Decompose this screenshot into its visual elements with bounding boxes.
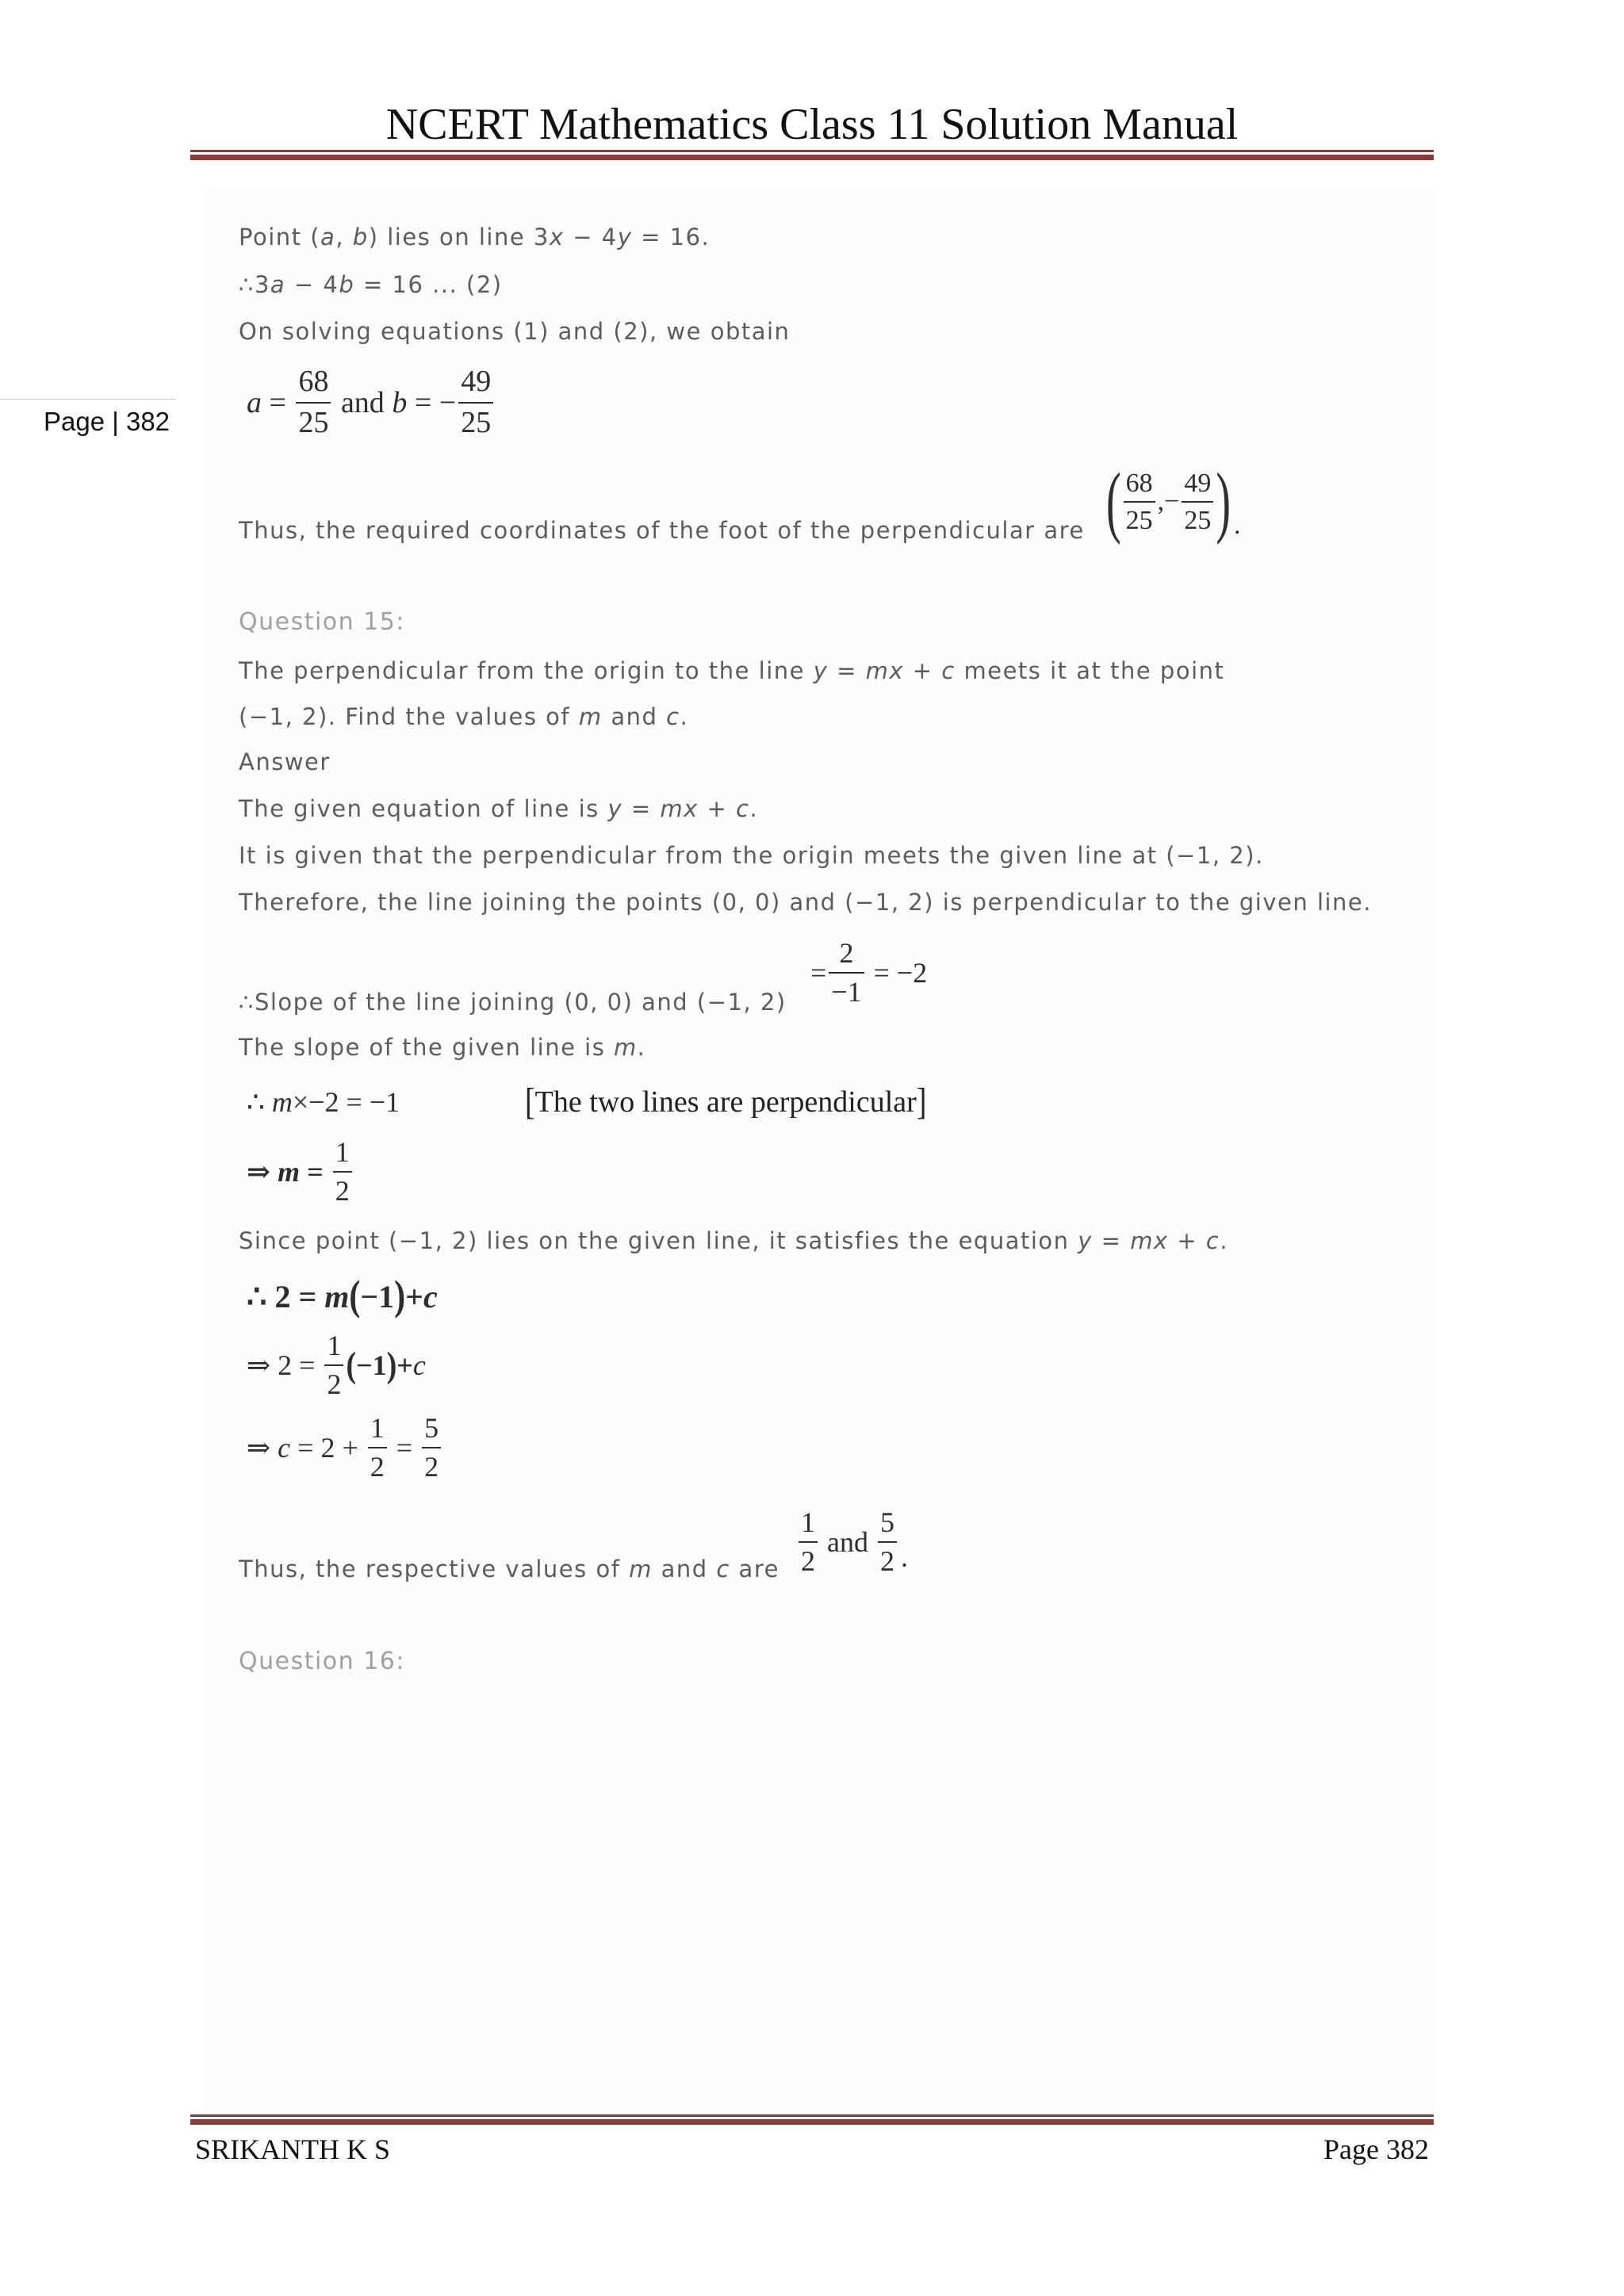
math-expression: ×−2 = −1 bbox=[292, 1086, 400, 1118]
header-rule bbox=[190, 150, 1434, 160]
page-title: NCERT Mathematics Class 11 Solution Manual bbox=[385, 100, 1239, 149]
implies-symbol: ⇒ bbox=[247, 1156, 278, 1188]
text-segment: = bbox=[622, 795, 661, 822]
math-text: and bbox=[820, 1526, 875, 1558]
fraction-denominator: 25 bbox=[298, 406, 329, 439]
left-parenthesis: ( bbox=[346, 1345, 357, 1386]
fraction bbox=[1182, 468, 1213, 536]
fraction bbox=[458, 365, 493, 440]
math-period: . bbox=[900, 1541, 908, 1573]
math-variable: y bbox=[1078, 1227, 1093, 1254]
fraction bbox=[829, 937, 864, 1009]
footer-rule bbox=[190, 2114, 1434, 2125]
equation-a-b-values bbox=[247, 359, 496, 446]
equation-c-value bbox=[247, 1408, 443, 1487]
math-operator: = bbox=[810, 957, 827, 989]
answer-text-line bbox=[239, 1227, 1228, 1254]
answer-label: Answer bbox=[239, 748, 331, 775]
math-variable: b bbox=[339, 271, 355, 298]
fraction-numerator: 49 bbox=[1182, 468, 1213, 503]
text-segment: . bbox=[1220, 1227, 1229, 1254]
answer-text-line: Therefore, the line joining the points (0, 0) and (−1, 2) is perpendicular to the given line. bbox=[239, 889, 1372, 916]
text-segment: + bbox=[698, 795, 737, 822]
fraction bbox=[324, 1330, 343, 1402]
text-segment: = 16. bbox=[632, 224, 710, 251]
perpendicular-note bbox=[525, 1080, 926, 1124]
text-segment: − 4 bbox=[285, 271, 339, 298]
left-bracket: [ bbox=[525, 1081, 535, 1123]
text-line: On solving equations (1) and (2), we obtain bbox=[239, 318, 791, 345]
fraction-numerator: 68 bbox=[296, 365, 331, 404]
math-variable: y bbox=[617, 224, 633, 251]
fraction-denominator: 2 bbox=[370, 1451, 385, 1483]
text-segment: meets it at the point bbox=[955, 657, 1225, 684]
equation-perpendicular-condition bbox=[247, 1080, 400, 1124]
math-variable: c bbox=[412, 1349, 426, 1381]
math-variable: c bbox=[1205, 1227, 1220, 1254]
math-variable: a bbox=[270, 271, 286, 298]
answer-text-line bbox=[239, 1034, 646, 1061]
fraction bbox=[799, 1506, 818, 1578]
text-segment: ) lies on line 3 bbox=[368, 224, 550, 251]
text-segment: . bbox=[637, 1034, 646, 1061]
math-variable: m bbox=[324, 1278, 350, 1314]
math-operator: − bbox=[1164, 487, 1180, 516]
answer-text-line: It is given that the perpendicular from the origin meets the given line at (−1, 2). bbox=[239, 842, 1264, 869]
answer-text-line bbox=[239, 1556, 779, 1582]
text-segment: = bbox=[828, 657, 866, 684]
fraction-numerator: 2 bbox=[829, 937, 864, 974]
question-label: Question 15: bbox=[239, 608, 405, 636]
fraction-numerator: 5 bbox=[422, 1412, 441, 1448]
math-variable: mx bbox=[660, 795, 699, 822]
math-expression: ⇒ 2 = bbox=[247, 1349, 323, 1381]
math-variable: m bbox=[578, 703, 603, 730]
text-segment: The slope of the given line is bbox=[239, 1034, 615, 1061]
equation-result bbox=[796, 1502, 908, 1582]
math-variable: mx bbox=[865, 657, 905, 684]
answer-text-line: ∴Slope of the line joining (0, 0) and (−1, 2) bbox=[239, 989, 787, 1016]
fraction-numerator: 1 bbox=[324, 1330, 343, 1366]
equation-slope bbox=[810, 933, 927, 1012]
question-text-line bbox=[239, 703, 688, 730]
note-text: The two lines are perpendicular bbox=[534, 1085, 917, 1119]
math-variable: y bbox=[813, 657, 829, 684]
fraction-numerator: 1 bbox=[799, 1506, 818, 1543]
fraction-denominator: 2 bbox=[879, 1545, 894, 1577]
fraction bbox=[333, 1136, 352, 1208]
text-segment: Since point (−1, 2) lies on the given line, it satisfies the equation bbox=[239, 1227, 1078, 1254]
implies-symbol: ⇒ bbox=[247, 1432, 278, 1464]
math-operator: + bbox=[405, 1278, 423, 1314]
fraction-denominator: 25 bbox=[1184, 506, 1212, 535]
text-segment: Thus, the respective values of bbox=[239, 1556, 630, 1582]
text-segment: + bbox=[1168, 1227, 1206, 1254]
math-variable: a bbox=[320, 224, 336, 251]
text-segment: . bbox=[680, 703, 689, 730]
text-segment: − 4 bbox=[564, 224, 618, 251]
math-variable: c bbox=[716, 1556, 730, 1582]
math-variable: c bbox=[423, 1278, 438, 1314]
equation-foot-coordinates bbox=[1106, 458, 1241, 545]
equation-m-value bbox=[247, 1132, 354, 1211]
math-variable: mx bbox=[1130, 1227, 1169, 1254]
fraction-denominator: 2 bbox=[801, 1545, 815, 1577]
right-parenthesis: ) bbox=[1216, 457, 1231, 546]
math-operator: = bbox=[300, 1156, 331, 1188]
math-expression: ∴ 2 = bbox=[247, 1278, 325, 1314]
math-variable: c bbox=[941, 657, 956, 684]
fraction bbox=[296, 365, 331, 440]
math-operator: = bbox=[389, 1432, 420, 1464]
fraction bbox=[1124, 468, 1155, 536]
math-variable: c bbox=[278, 1432, 291, 1464]
fraction-denominator: 2 bbox=[335, 1175, 350, 1207]
math-expression: −1 bbox=[356, 1349, 387, 1381]
footer-author: SRIKANTH K S bbox=[195, 2133, 391, 2165]
fraction-numerator: 68 bbox=[1124, 468, 1155, 503]
text-segment: ∴3 bbox=[239, 271, 270, 298]
math-operator: = bbox=[262, 386, 294, 419]
left-parenthesis: ( bbox=[349, 1273, 361, 1319]
math-comma: , bbox=[1157, 487, 1165, 516]
fraction-numerator: 1 bbox=[368, 1412, 387, 1448]
text-segment: The given equation of line is bbox=[239, 795, 608, 822]
math-variable: m bbox=[614, 1034, 638, 1061]
math-operator: = − bbox=[407, 386, 457, 419]
question-text-line bbox=[239, 657, 1224, 684]
equation-substitution bbox=[247, 1268, 438, 1325]
fraction bbox=[878, 1506, 897, 1578]
margin-page-label: Page | 382 bbox=[44, 407, 170, 436]
footer-page-number: Page 382 bbox=[1323, 2133, 1429, 2165]
content-panel bbox=[205, 187, 1435, 2110]
right-parenthesis: ) bbox=[394, 1273, 406, 1319]
fraction bbox=[422, 1412, 441, 1484]
math-period: . bbox=[1234, 511, 1241, 540]
math-variable: m bbox=[278, 1156, 301, 1188]
text-line bbox=[239, 271, 503, 298]
right-bracket: ] bbox=[916, 1081, 927, 1123]
answer-text-line bbox=[239, 795, 758, 822]
math-text: and bbox=[333, 386, 393, 419]
text-segment: (−1, 2). Find the values of bbox=[239, 703, 579, 730]
text-segment: The perpendicular from the origin to the line bbox=[239, 657, 814, 684]
text-segment: + bbox=[904, 657, 942, 684]
math-operator: + bbox=[396, 1349, 413, 1381]
math-expression: −1 bbox=[360, 1278, 395, 1314]
math-variable: a bbox=[247, 386, 262, 419]
math-result: = −2 bbox=[866, 957, 928, 989]
fraction-denominator: 2 bbox=[327, 1368, 342, 1400]
math-expression: = 2 + bbox=[290, 1432, 366, 1464]
math-variable: b bbox=[392, 386, 408, 419]
fraction-numerator: 1 bbox=[333, 1136, 352, 1173]
math-variable: x bbox=[549, 224, 565, 251]
math-variable: m bbox=[629, 1556, 653, 1582]
text-segment: , bbox=[335, 224, 353, 251]
text-line bbox=[239, 224, 710, 251]
math-variable: y bbox=[607, 795, 623, 822]
math-variable: m bbox=[271, 1086, 293, 1118]
therefore-symbol: ∴ bbox=[247, 1086, 272, 1118]
margin-divider bbox=[0, 399, 176, 400]
text-segment: and bbox=[652, 1556, 717, 1582]
text-segment: = 16 ... (2) bbox=[354, 271, 503, 298]
text-segment: and bbox=[602, 703, 667, 730]
fraction-numerator: 5 bbox=[878, 1506, 897, 1543]
fraction-denominator: 25 bbox=[461, 406, 492, 439]
left-parenthesis: ( bbox=[1106, 457, 1121, 546]
question-label: Question 16: bbox=[239, 1647, 405, 1675]
math-variable: c bbox=[666, 703, 680, 730]
text-segment: are bbox=[730, 1556, 779, 1582]
equation-substitution-m bbox=[247, 1326, 426, 1405]
math-variable: b bbox=[352, 224, 369, 251]
text-line: Thus, the required coordinates of the foot of the perpendicular are bbox=[239, 517, 1085, 544]
fraction-denominator: 2 bbox=[424, 1451, 439, 1483]
text-segment: . bbox=[749, 795, 759, 822]
right-parenthesis: ) bbox=[386, 1345, 397, 1386]
fraction-numerator: 49 bbox=[458, 365, 493, 404]
fraction-denominator: −1 bbox=[831, 976, 862, 1008]
math-variable: c bbox=[736, 795, 750, 822]
fraction bbox=[368, 1412, 387, 1484]
text-segment: = bbox=[1092, 1227, 1131, 1254]
text-segment: Point ( bbox=[239, 224, 321, 251]
fraction-denominator: 25 bbox=[1125, 506, 1153, 535]
